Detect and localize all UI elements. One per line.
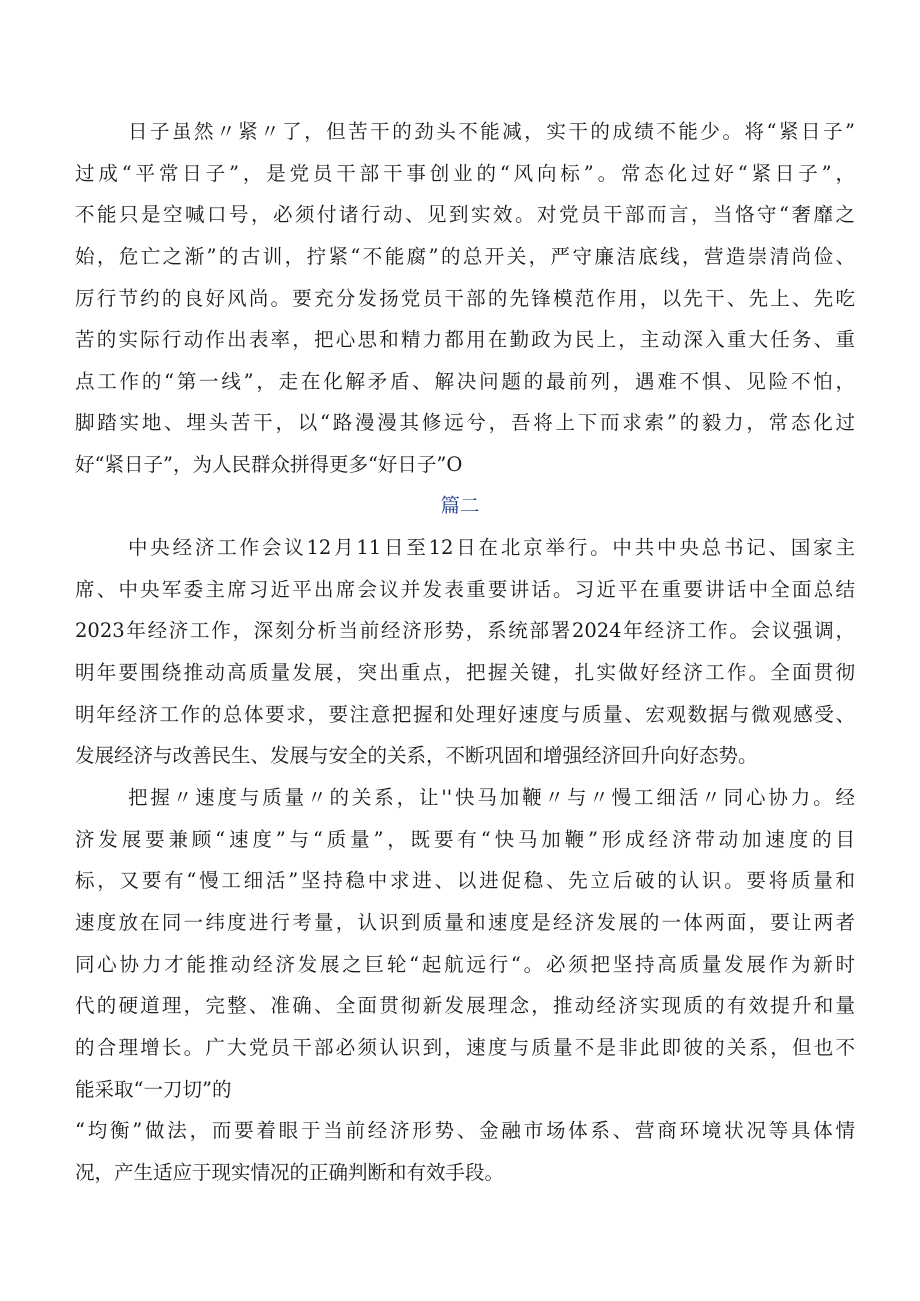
paragraph-line: 发展经济与改善民生、发展与安全的关系，不断巩固和增强经济回升向好态势。 (75, 744, 758, 767)
paragraph-line: 中央经济工作会议12月11日至12日在北京举行。中共中央总书记、国家主 (128, 536, 855, 559)
paragraph-line: 济发展要兼顾“速度”与“质量”，既要有“快马加鞭”形成经济带动加速度的目 (75, 828, 855, 851)
paragraph-line: 苦的实际行动作出表率，把心思和精力都用在勤政为民上，主动深入重大任务、重 (75, 328, 855, 351)
paragraph-line: 日子虽然〃紧〃了，但苦干的劲头不能减，实干的成绩不能少。将“紧日子” (128, 120, 855, 143)
paragraph-line: 好“紧日子”，为人民群众拼得更多“好日子”O (75, 453, 463, 476)
paragraph-line: 点工作的“第一线”，走在化解矛盾、解决问题的最前列，遇难不惧、见险不怕， (75, 370, 855, 393)
paragraph-line: 厉行节约的良好风尚。要充分发扬党员干部的先锋模范作用，以先干、先上、先吃 (75, 287, 855, 310)
paragraph-line: 不能只是空喊口号，必须付诸行动、见到实效。对党员干部而言，当恪守“奢靡之 (75, 203, 855, 226)
paragraph-line: 能采取“一刀切”的 (75, 1078, 232, 1101)
paragraph-line: 把握〃速度与质量〃的关系，让''快马加鞭〃与〃慢工细活〃同心协力。经 (128, 786, 855, 809)
paragraph-line: 始，危亡之渐”的古训，拧紧“不能腐”的总开关，严守廉洁底线，营造崇清尚俭、 (75, 245, 855, 268)
paragraph-line: 脚踏实地、埋头苦干，以“路漫漫其修远兮，吾将上下而求索”的毅力，常态化过 (75, 411, 855, 434)
paragraph-line: 2023年经济工作，深刻分析当前经济形势，系统部署2024年经济工作。会议强调， (75, 619, 855, 642)
section-heading: 篇二 (440, 494, 480, 517)
paragraph-line: 过成“平常日子”，是党员干部干事创业的“风向标”。常态化过好“紧日子”， (75, 162, 855, 185)
paragraph-line: 席、中央军委主席习近平出席会议并发表重要讲话。习近平在重要讲话中全面总结 (75, 578, 855, 601)
paragraph-line: “均衡”做法，而要着眼于当前经济形势、金融市场体系、营商环境状况等具体情 (75, 1119, 855, 1142)
paragraph-line: 同心协力才能推动经济发展之巨轮“起航远行“。必须把坚持高质量发展作为新时 (75, 953, 855, 976)
paragraph-line: 代的硬道理，完整、准确、全面贯彻新发展理念，推动经济实现质的有效提升和量 (75, 994, 855, 1017)
paragraph-line: 明年要围绕推动高质量发展，突出重点，把握关键，扎实做好经济工作。全面贯彻 (75, 661, 855, 684)
paragraph-line: 速度放在同一纬度进行考量，认识到质量和速度是经济发展的一体两面，要让两者 (75, 911, 855, 934)
paragraph-line: 明年经济工作的总体要求，要注意把握和处理好速度与质量、宏观数据与微观感受、 (75, 703, 855, 726)
paragraph-line: 况，产生适应于现实情况的正确判断和有效手段。 (75, 1161, 505, 1184)
paragraph-line: 标，又要有“慢工细活”坚持稳中求进、以进促稳、先立后破的认识。要将质量和 (75, 869, 855, 892)
paragraph-line: 的合理增长。广大党员干部必须认识到，速度与质量不是非此即彼的关系，但也不 (75, 1036, 855, 1059)
